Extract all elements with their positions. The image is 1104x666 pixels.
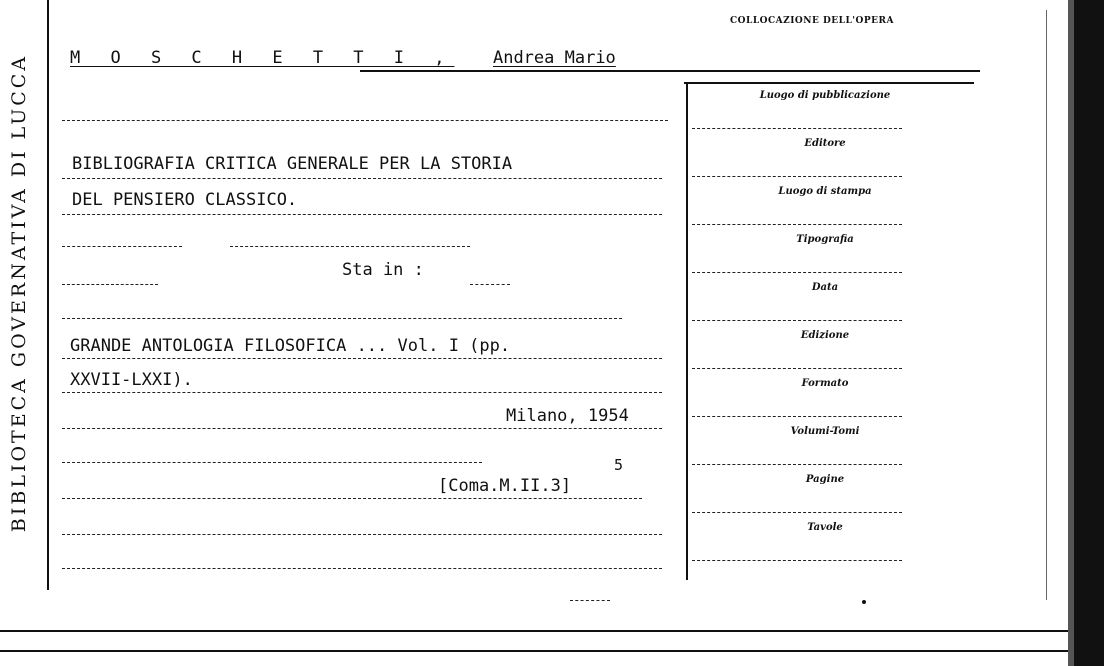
sta-in-rule — [62, 284, 158, 285]
blank-rule — [62, 246, 182, 247]
form-field-label: Edizione — [800, 330, 850, 341]
source-line-1: GRANDE ANTOLOGIA FILOSOFICA ... Vol. I (pp. — [70, 336, 511, 356]
title-rule-1 — [62, 178, 662, 179]
source-rule-1 — [62, 358, 662, 359]
form-field-rule — [692, 368, 902, 369]
form-field-label: Volumi-Tomi — [790, 426, 860, 437]
bottom-rule-2 — [0, 650, 1068, 652]
author-given-name: Andrea Mario — [492, 48, 616, 68]
form-field-label: Tipografia — [796, 234, 854, 245]
library-name-vertical: BIBLIOTECA GOVERNATIVA DI LUCCA — [8, 53, 30, 533]
author-rule — [360, 70, 980, 72]
sta-in-label: Sta in : — [342, 260, 424, 280]
form-field-rule — [692, 272, 902, 273]
form-field-rule — [692, 416, 902, 417]
form-divider — [686, 84, 688, 580]
form-field-label: Luogo di stampa — [778, 186, 872, 197]
blank-rule — [62, 462, 482, 463]
source-line-2: XXVII-LXXI). — [70, 370, 193, 390]
shelfmark-superscript: 5 — [614, 456, 624, 474]
form-field-label: Formato — [801, 378, 849, 389]
place-year: Milano, 1954 — [506, 406, 629, 426]
left-margin-rule — [47, 0, 49, 590]
form-field-rule — [692, 176, 902, 177]
form-field-label: Editore — [804, 138, 846, 149]
form-field-label: Tavole — [807, 522, 843, 533]
form-field-rule — [692, 512, 902, 513]
right-edge-rule — [1046, 10, 1047, 600]
author-name — [70, 48, 616, 68]
sta-in-rule — [470, 284, 510, 285]
form-field-rule — [692, 320, 902, 321]
blank-rule — [62, 120, 668, 121]
title-rule-2 — [62, 214, 662, 215]
place-year-rule — [62, 428, 662, 429]
form-top-rule — [684, 82, 974, 84]
form-field-rule — [692, 224, 902, 225]
ink-spot — [862, 600, 866, 604]
blank-rule — [62, 534, 662, 535]
bottom-rule — [0, 630, 1068, 632]
form-field-label: Luogo di pubblicazione — [759, 90, 891, 101]
form-field-rule — [692, 464, 902, 465]
title-line-2: DEL PENSIERO CLASSICO. — [72, 190, 298, 210]
shelfmark: [Coma.M.II.3] — [438, 476, 572, 496]
blank-rule — [62, 568, 662, 569]
author-surname: M O S C H E T T I , — [70, 48, 455, 68]
shelfmark-rule — [62, 498, 642, 499]
title-line-1: BIBLIOGRAFIA CRITICA GENERALE PER LA STORIA — [72, 154, 513, 174]
form-field-label: Pagine — [805, 474, 845, 485]
blank-rule — [62, 318, 622, 319]
form-field-rule — [692, 128, 902, 129]
bottom-dash — [570, 600, 610, 601]
form-field-rule — [692, 560, 902, 561]
collocation-header: COLLOCAZIONE DELL'OPERA — [730, 16, 894, 26]
card-edge — [1074, 0, 1104, 666]
blank-rule — [230, 246, 470, 247]
form-field-label: Data — [811, 282, 839, 293]
source-rule-2 — [62, 392, 662, 393]
